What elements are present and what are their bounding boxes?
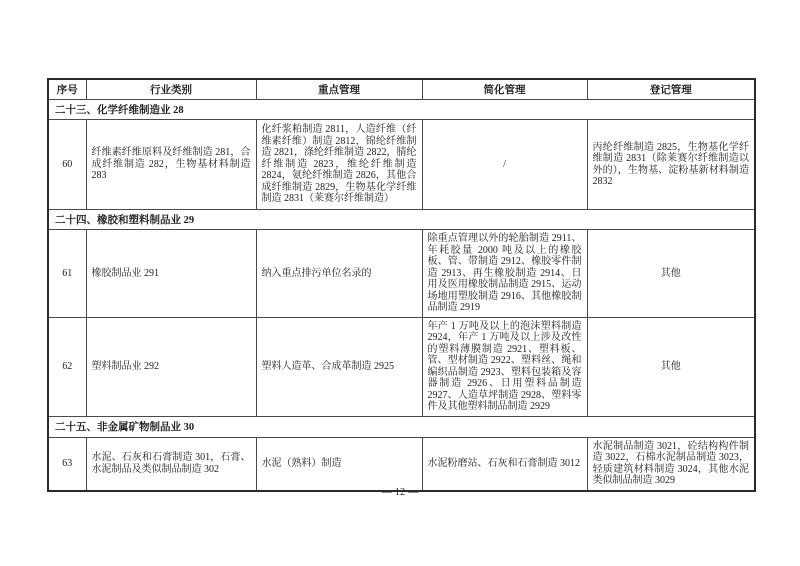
header-simplified-management: 简化管理 (422, 79, 587, 100)
industry-cell: 水泥、石灰和石膏制造 301，石膏、水泥制品及类似制品制造 302 (86, 437, 256, 491)
serial-cell: 60 (48, 120, 86, 210)
simplified-management-cell: 年产 1 万吨及以上的泡沫塑料制造 2924，年产 1 万吨及以上涉及改性的塑料薄膜制造 2921、塑料板、管、型材制造 2922、塑料丝、绳和编织品制造 2923、塑料包装箱及容器制造 2926、日用塑料品制造 2927、人造草坪制造 2928、塑料零件及其他塑料制品制造 2929 (422, 317, 587, 416)
section-label: 二十三、化学纤维制造业 28 (48, 100, 755, 120)
section-label: 二十五、非金属矿物制品业 30 (48, 416, 755, 437)
key-management-cell: 纳入重点排污单位名录的 (256, 230, 422, 318)
serial-cell: 62 (48, 317, 86, 416)
header-serial-number: 序号 (48, 79, 86, 100)
industry-cell: 纤维素纤维原料及纤维制造 281，合成纤维制造 282，生物基材料制造 283 (86, 120, 256, 210)
serial-cell: 63 (48, 437, 86, 491)
section-label: 二十四、橡胶和塑料制品业 29 (48, 210, 755, 230)
registration-management-cell: 其他 (587, 317, 755, 416)
table-row-61 (48, 230, 755, 318)
header-registration-management: 登记管理 (587, 79, 755, 100)
registration-management-cell: 水泥制品制造 3021，砼结构构件制造 3022，石棉水泥制品制造 3023，轻质建筑材料制造 3024，其他水泥类似制品制造 3029 (587, 437, 755, 491)
header-key-management: 重点管理 (256, 79, 422, 100)
table-row-63 (48, 437, 755, 491)
key-management-cell: 水泥（熟料）制造 (256, 437, 422, 491)
industry-cell: 橡胶制品业 291 (86, 230, 256, 318)
section-row-23 (48, 100, 755, 120)
serial-cell: 61 (48, 230, 86, 318)
key-management-cell: 塑料人造革、合成革制造 2925 (256, 317, 422, 416)
page-number: — 12 — (381, 487, 419, 498)
table-header-row (48, 79, 755, 100)
key-management-cell: 化纤浆粕制造 2811，人造纤维（纤维素纤维）制造 2812，锦纶纤维制造 2821，涤纶纤维制造 2822，腈纶纤维制造 2823，维纶纤维制造 2824，氨纶纤维制造 2826，其他合成纤维制造 2829，生物基化学纤维制造 2831（莱赛尔纤维制造） (256, 120, 422, 210)
simplified-management-cell: 水泥粉磨站、石灰和石膏制造 3012 (422, 437, 587, 491)
registration-management-cell: 其他 (587, 230, 755, 318)
table-row-60 (48, 120, 755, 210)
section-row-24 (48, 210, 755, 230)
industry-management-table (47, 78, 756, 492)
industry-cell: 塑料制品业 292 (86, 317, 256, 416)
registration-management-cell: 丙纶纤维制造 2825，生物基化学纤维制造 2831（除莱赛尔纤维制造以外的），生物基、淀粉基新材料制造 2832 (587, 120, 755, 210)
section-row-25 (48, 416, 755, 437)
table-row-62 (48, 317, 755, 416)
header-industry-category: 行业类别 (86, 79, 256, 100)
simplified-management-cell: 除重点管理以外的轮胎制造 2911、年耗胶量 2000 吨及以上的橡胶板、管、带制造 2912、橡胶零件制造 2913、再生橡胶制造 2914、日用及医用橡胶制品制造 2915、运动场地用塑胶制造 2916、其他橡胶制品制造 2919 (422, 230, 587, 318)
simplified-management-cell: / (422, 120, 587, 210)
